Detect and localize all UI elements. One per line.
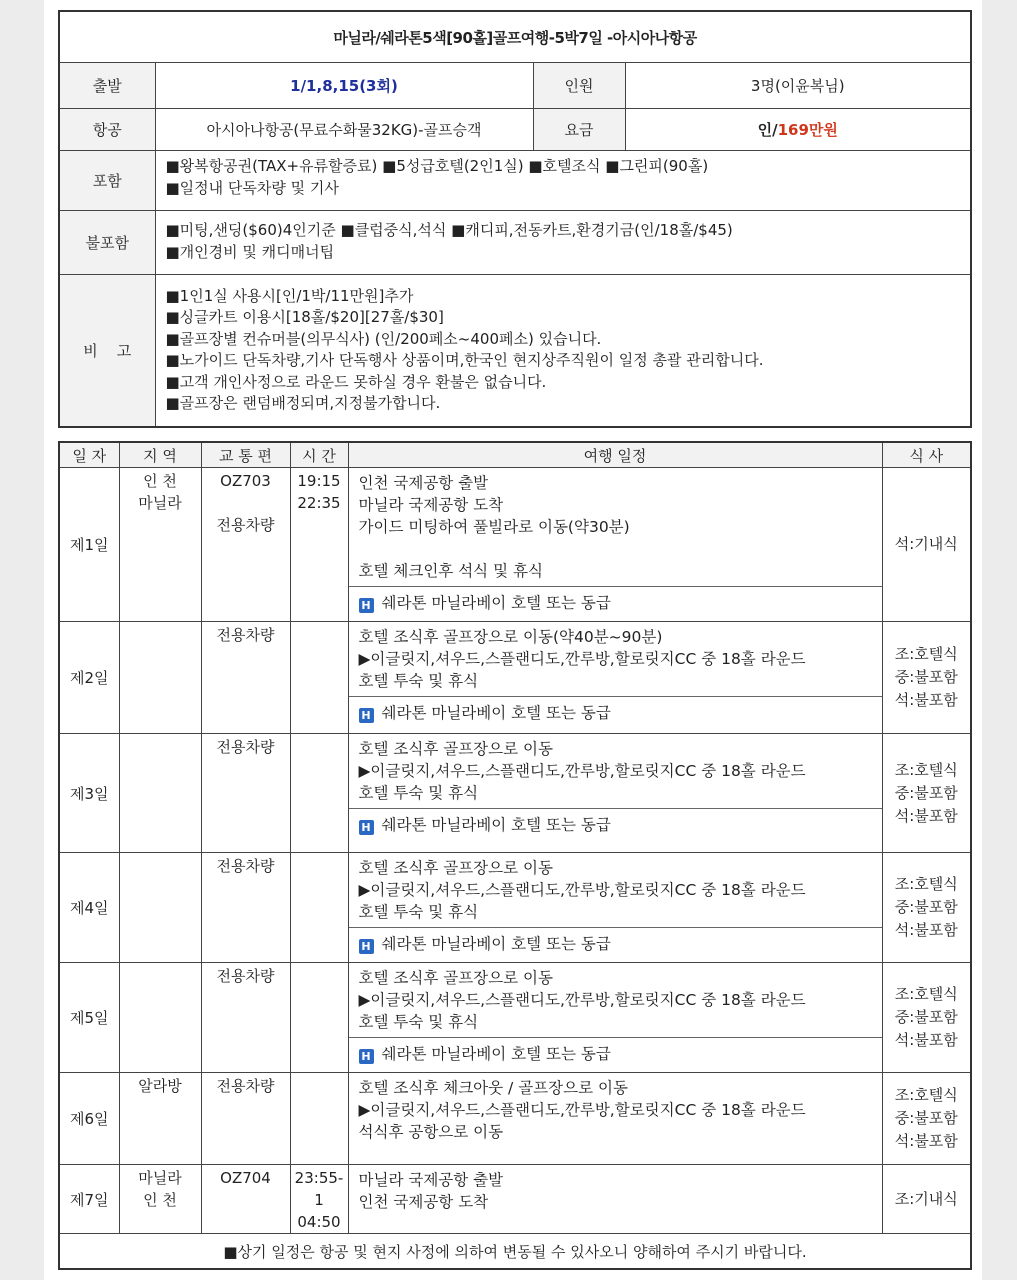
- time-text: 04:50: [297, 1213, 341, 1231]
- area-cell: [119, 1165, 201, 1234]
- itinerary-line: 호텔 체크인후 석식 및 휴식: [358, 562, 543, 580]
- hotel-info: [349, 808, 882, 842]
- note-line: ■고객 개인사정으로 라운드 못하실 경우 환불은 없습니다.: [165, 372, 547, 391]
- meal-cell: [882, 963, 971, 1073]
- itinerary-cell: [348, 1073, 882, 1165]
- departure-label: 출발: [59, 63, 155, 109]
- day-cell: 제3일: [59, 734, 119, 853]
- meal-cell: [882, 622, 971, 734]
- area-text: 마닐라: [138, 494, 182, 512]
- meal-text: 석:불포함: [894, 1132, 958, 1150]
- meal-text: 중:불포함: [894, 783, 958, 802]
- meal-text: 조:호텔식: [894, 1086, 958, 1104]
- transport-text: OZ703: [220, 472, 271, 490]
- itinerary-line: 인천 국제공항 출발: [358, 474, 489, 492]
- schedule-row: [59, 622, 971, 734]
- transport-text: 전용차량: [216, 738, 275, 756]
- transport-cell: [201, 1165, 290, 1234]
- airline-value: 아시아나항공(무료수화물32KG)-골프승객: [155, 109, 533, 151]
- area-text: 알라방: [138, 1077, 182, 1095]
- people-value: 3명(이윤복님): [625, 63, 971, 109]
- itinerary-text: [349, 853, 882, 927]
- hotel-icon: H: [359, 820, 374, 835]
- area-cell: [119, 853, 201, 963]
- hotel-info: [349, 927, 882, 961]
- meal-text: 조:호텔식: [894, 985, 958, 1003]
- header-transport: 교 통 편: [201, 442, 290, 468]
- transport-text: 전용차량: [216, 516, 275, 534]
- exclude-line: ■개인경비 및 캐디매너팁: [165, 243, 335, 261]
- time-text: 19:15: [297, 472, 341, 490]
- itinerary-line: ▶이글릿지,셔우드,스플랜디도,깐루방,할로릿지CC 중 18홀 라운드: [358, 991, 806, 1009]
- area-cell: [119, 622, 201, 734]
- schedule-row: [59, 734, 971, 853]
- note-label: 비 고: [59, 275, 155, 427]
- header-itinerary: 여행 일정: [348, 442, 882, 468]
- note-line: ■1인1실 사용시[인/1박/11만원]추가: [165, 286, 414, 305]
- day-cell: 제7일: [59, 1165, 119, 1234]
- hotel-name: 쉐라톤 마닐라베이 호텔 또는 동급: [381, 594, 611, 612]
- itinerary-line: 석식후 공항으로 이동: [358, 1123, 504, 1141]
- day-cell: 제4일: [59, 853, 119, 963]
- hotel-info: [349, 586, 882, 620]
- transport-text: 전용차량: [216, 857, 275, 875]
- transport-text: 전용차량: [216, 1077, 275, 1095]
- itinerary-line: 호텔 조식후 체크아웃 / 골프장으로 이동: [358, 1079, 628, 1097]
- meal-text: 조:호텔식: [894, 645, 958, 663]
- itinerary-line: 호텔 조식후 골프장으로 이동: [358, 859, 553, 877]
- departure-value: 1/1,8,15(3회): [155, 63, 533, 109]
- itinerary-cell: [348, 1165, 882, 1234]
- area-cell: [119, 734, 201, 853]
- schedule-table: [58, 441, 972, 1270]
- time-cell: [290, 1073, 348, 1165]
- page-title: 마닐라/쉐라톤5색[90홀]골프여행-5박7일 -아시아나항공: [59, 11, 971, 63]
- hotel-info: [349, 696, 882, 730]
- itinerary-cell: [348, 853, 882, 963]
- note-list: [155, 275, 971, 427]
- itinerary-line: 호텔 조식후 골프장으로 이동: [358, 969, 553, 987]
- transport-text: [202, 492, 290, 514]
- tour-info-table: [58, 10, 972, 428]
- day-cell: 제5일: [59, 963, 119, 1073]
- note-line: ■싱글카트 이용시[18홀/$20][27홀/$30]: [165, 308, 444, 327]
- header-meal: 식 사: [882, 442, 971, 468]
- exclude-line: ■미팅,샌딩($60)4인기준 ■클럽중식,석식 ■캐디피,전동카트,환경기금(인/18홀/$45): [165, 221, 733, 239]
- meal-text: 중:불포함: [894, 898, 958, 916]
- hotel-name: 쉐라톤 마닐라베이 호텔 또는 동급: [381, 704, 611, 722]
- hotel-info: [349, 1037, 882, 1071]
- time-cell: [290, 734, 348, 853]
- itinerary-line: 마닐라 국제공항 출발: [358, 1171, 504, 1189]
- itinerary-cell: [348, 622, 882, 734]
- note-line: ■노가이드 단독차량,기사 단독행사 상품이며,한국인 현지상주직원이 일정 총괄 관리합니다.: [165, 351, 764, 370]
- meal-text: 중:불포함: [894, 1008, 958, 1026]
- schedule-row: [59, 963, 971, 1073]
- day-cell: 제6일: [59, 1073, 119, 1165]
- meal-text: 조:기내식: [894, 1189, 958, 1208]
- transport-cell: [201, 468, 290, 622]
- header-area: 지 역: [119, 442, 201, 468]
- itinerary-text: [349, 734, 882, 808]
- itinerary-text: [349, 1073, 882, 1147]
- exclude-label: 불포함: [59, 211, 155, 275]
- time-cell: [290, 963, 348, 1073]
- area-text: 인 천: [143, 472, 177, 490]
- itinerary-line: 호텔 투숙 및 휴식: [358, 672, 479, 690]
- fee-value: [625, 109, 971, 151]
- document-page: [44, 0, 982, 1280]
- area-cell: [119, 963, 201, 1073]
- fee-prefix: 인/: [757, 121, 778, 139]
- itinerary-line: ▶이글릿지,셔우드,스플랜디도,깐루방,할로릿지CC 중 18홀 라운드: [358, 762, 806, 780]
- itinerary-line: 인천 국제공항 도착: [358, 1193, 489, 1211]
- meal-text: 조:호텔식: [894, 875, 958, 893]
- transport-cell: [201, 853, 290, 963]
- fee-amount: 169만원: [777, 121, 838, 139]
- meal-text: 조:호텔식: [894, 760, 958, 779]
- note-line: ■골프장별 컨슈머블(의무식사) (인/200페소~400페소) 있습니다.: [165, 329, 602, 348]
- meal-cell: [882, 1165, 971, 1234]
- day-cell: 제1일: [59, 468, 119, 622]
- meal-text: 석:불포함: [894, 1031, 958, 1049]
- include-line: ■일정내 단독차량 및 기사: [165, 179, 339, 197]
- time-cell: [290, 1165, 348, 1234]
- itinerary-cell: [348, 963, 882, 1073]
- itinerary-line: 호텔 투숙 및 휴식: [358, 903, 479, 921]
- header-day: 일 자: [59, 442, 119, 468]
- day-cell: 제2일: [59, 622, 119, 734]
- itinerary-line: ▶이글릿지,셔우드,스플랜디도,깐루방,할로릿지CC 중 18홀 라운드: [358, 1101, 806, 1119]
- itinerary-line: 호텔 조식후 골프장으로 이동(약40분~90분): [358, 628, 663, 646]
- schedule-footer-note: ■상기 일정은 항공 및 현지 사정에 의하여 변동될 수 있사오니 양해하여 주시기 바랍니다.: [59, 1234, 971, 1270]
- fee-label: 요금: [533, 109, 625, 151]
- meal-text: 중:불포함: [894, 1109, 958, 1127]
- itinerary-line: 호텔 투숙 및 휴식: [358, 784, 479, 802]
- time-cell: [290, 622, 348, 734]
- itinerary-text: [349, 468, 882, 586]
- itinerary-text: [349, 622, 882, 696]
- area-cell: [119, 1073, 201, 1165]
- transport-text: 전용차량: [216, 626, 275, 644]
- itinerary-cell: [348, 734, 882, 853]
- hotel-name: 쉐라톤 마닐라베이 호텔 또는 동급: [381, 1045, 611, 1063]
- itinerary-text: [349, 963, 882, 1037]
- schedule-row: [59, 468, 971, 622]
- hotel-icon: H: [359, 1049, 374, 1064]
- itinerary-text: [349, 1165, 882, 1217]
- note-line: ■골프장은 랜덤배정되며,지정불가합니다.: [165, 394, 441, 413]
- hotel-icon: H: [359, 598, 374, 613]
- include-list: [155, 151, 971, 211]
- people-label: 인원: [533, 63, 625, 109]
- area-text: 마닐라: [138, 1169, 182, 1187]
- meal-cell: [882, 853, 971, 963]
- area-text: 인 천: [143, 1191, 177, 1209]
- hotel-name: 쉐라톤 마닐라베이 호텔 또는 동급: [381, 935, 611, 953]
- itinerary-line: ▶이글릿지,셔우드,스플랜디도,깐루방,할로릿지CC 중 18홀 라운드: [358, 881, 806, 899]
- include-line: ■왕복항공권(TAX+유류할증료) ■5성급호텔(2인1실) ■호텔조식 ■그린피(90홀): [165, 157, 709, 175]
- itinerary-line: 가이드 미팅하여 풀빌라로 이동(약30분): [358, 518, 630, 536]
- area-cell: [119, 468, 201, 622]
- transport-cell: [201, 622, 290, 734]
- hotel-icon: H: [359, 708, 374, 723]
- meal-text: 석:불포함: [894, 921, 958, 939]
- airline-label: 항공: [59, 109, 155, 151]
- transport-text: 전용차량: [216, 967, 275, 985]
- meal-cell: [882, 734, 971, 853]
- itinerary-line: ▶이글릿지,셔우드,스플랜디도,깐루방,할로릿지CC 중 18홀 라운드: [358, 650, 806, 668]
- transport-cell: [201, 963, 290, 1073]
- itinerary-line: 호텔 조식후 골프장으로 이동: [358, 740, 553, 758]
- hotel-name: 쉐라톤 마닐라베이 호텔 또는 동급: [381, 816, 611, 834]
- meal-text: 석:기내식: [894, 535, 958, 553]
- time-cell: [290, 468, 348, 622]
- meal-text: 석:불포함: [894, 806, 958, 825]
- exclude-list: [155, 211, 971, 275]
- header-time: 시 간: [290, 442, 348, 468]
- schedule-row: [59, 1165, 971, 1234]
- time-text: 23:55-1: [294, 1169, 344, 1209]
- schedule-row: [59, 853, 971, 963]
- itinerary-line: 호텔 투숙 및 휴식: [358, 1013, 479, 1031]
- itinerary-line: [359, 538, 872, 560]
- transport-cell: [201, 1073, 290, 1165]
- meal-cell: [882, 1073, 971, 1165]
- hotel-icon: H: [359, 939, 374, 954]
- meal-cell: [882, 468, 971, 622]
- transport-cell: [201, 734, 290, 853]
- meal-text: 석:불포함: [894, 691, 958, 709]
- transport-text: OZ704: [220, 1169, 271, 1187]
- time-cell: [290, 853, 348, 963]
- itinerary-line: 마닐라 국제공항 도착: [358, 496, 504, 514]
- schedule-row: [59, 1073, 971, 1165]
- time-text: 22:35: [297, 494, 341, 512]
- include-label: 포함: [59, 151, 155, 211]
- itinerary-cell: [348, 468, 882, 622]
- meal-text: 중:불포함: [894, 668, 958, 686]
